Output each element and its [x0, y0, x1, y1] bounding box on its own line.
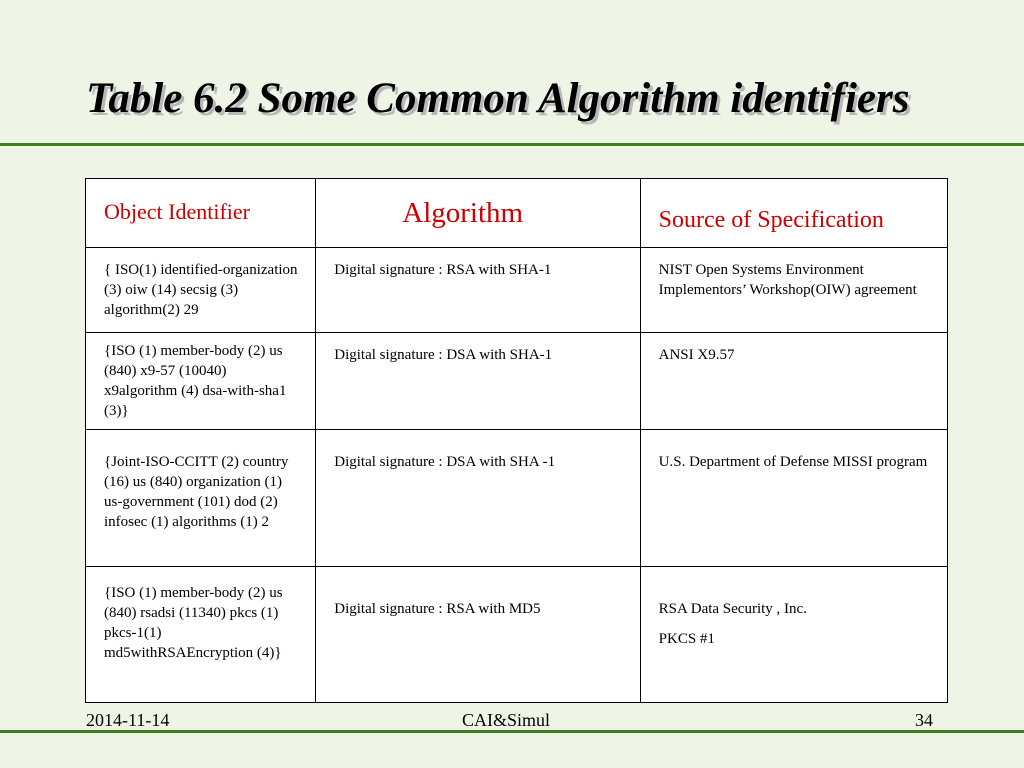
page-number: 34 [915, 710, 933, 730]
table-header-row [86, 179, 948, 248]
table-row [86, 567, 948, 703]
footer-center-text: CAI&Simul [462, 710, 551, 730]
header-algorithm: Algorithm [316, 179, 640, 248]
footer-divider [0, 730, 1024, 733]
slide-title: Table 6.2 Some Common Algorithm identifiers [86, 75, 910, 122]
header-source: Source of Specification [640, 179, 947, 248]
title-divider [0, 143, 1024, 146]
source-cell: U.S. Department of Defense MISSI program [640, 430, 947, 567]
footer-date: 2014-11-14 [86, 710, 170, 730]
oid-cell: { ISO(1) identified-organization (3) oiw (14) secsig (3) algorithm(2) 29 [86, 248, 316, 333]
table-row [86, 430, 948, 567]
source-cell: ANSI X9.57 [640, 333, 947, 430]
algorithm-cell: Digital signature : DSA with SHA -1 [316, 430, 640, 567]
header-object-identifier: Object Identifier [86, 179, 316, 248]
algorithm-cell: Digital signature : RSA with MD5 [316, 567, 640, 703]
source-cell: RSA Data Security , Inc. PKCS #1 [640, 567, 947, 703]
algorithm-identifiers-table [85, 178, 948, 703]
algorithm-cell: Digital signature : DSA with SHA-1 [316, 333, 640, 430]
oid-cell: {ISO (1) member-body (2) us (840) x9-57 (10040) x9algorithm (4) dsa-with-sha1 (3)} [86, 333, 316, 430]
oid-cell: {ISO (1) member-body (2) us (840) rsadsi (11340) pkcs (1) pkcs-1(1) md5withRSAEncryption (4)} [86, 567, 316, 703]
source-cell: NIST Open Systems Environment Implementors’ Workshop(OIW) agreement [640, 248, 947, 333]
table-row [86, 248, 948, 333]
table-row [86, 333, 948, 430]
algorithm-cell: Digital signature : RSA with SHA-1 [316, 248, 640, 333]
oid-cell: {Joint-ISO-CCITT (2) country (16) us (840) organization (1) us-government (101) dod (2) infosec (1) algorithms (1) 2 [86, 430, 316, 567]
